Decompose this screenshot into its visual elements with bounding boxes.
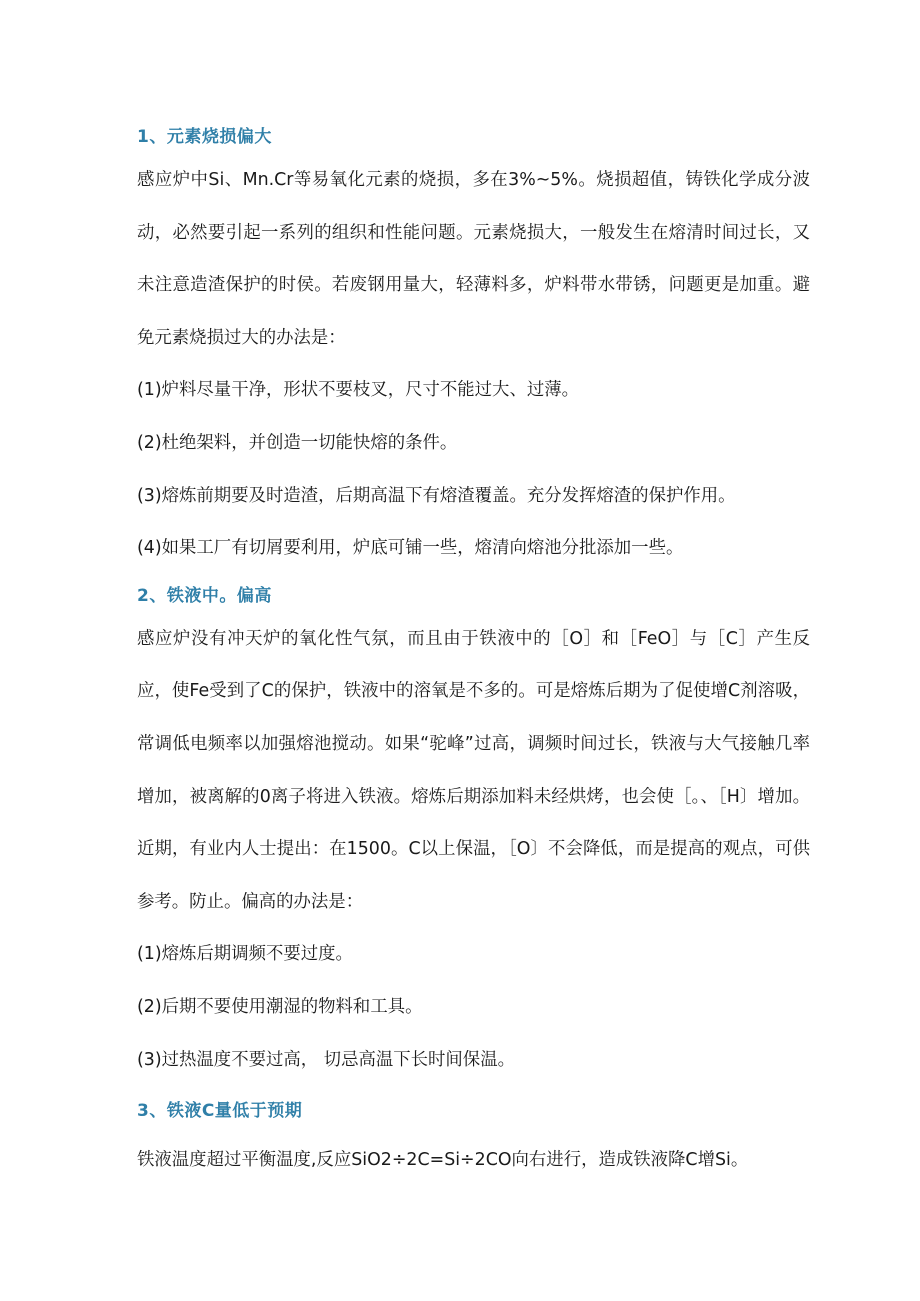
section-paragraph-2: 感应炉没有冲天炉的氧化性气氛，而且由于铁液中的［O］和［FeO］与［C］产生反应，使Fe受到了C的保护，铁液中的溶氧是不多的。可是熔炼后期为了促使增C剂溶吸，常调低电频率以加强熔池搅动。如果“驼峰”过高，调频时间过长，铁液与大气接触几率增加，被离解的0离子将进入铁液。熔炼后期添加料未经烘烤，也会使［。、［H〕增加。近期，有业内人士提出：在1500。C以上保温，［O〕不会降低，而是提高的观点，可供参考。防止。偏高的办法是：	[137, 628, 810, 912]
list-item: (1)炉料尽量干净，形状不要枝叉，尺寸不能过大、过薄。	[137, 380, 580, 401]
list-item: (1)熔炼后期调频不要过度。	[137, 944, 353, 965]
section-heading-3: 3、铁液C量低于预期	[137, 1101, 303, 1122]
section-heading-2: 2、铁液中。偏高	[137, 585, 272, 606]
list-item: (2)杜绝架料，并创造一切能快熔的条件。	[137, 432, 458, 453]
list-item: (2)后期不要使用潮湿的物料和工具。	[137, 996, 423, 1017]
section-paragraph-3: 铁液温度超过平衡温度,反应SiO2÷2C=Si÷2CO向右进行，造成铁液降C增Si。	[137, 1150, 749, 1171]
list-item: (3)熔炼前期要及时造渣，后期高温下有熔渣覆盖。充分发挥熔渣的保护作用。	[137, 485, 736, 506]
list-item: (4)如果工厂有切屑要利用，炉底可铺一些，熔清向熔池分批添加一些。	[137, 538, 684, 559]
list-item: (3)过热温度不要过高， 切忌高温下长时间保温。	[137, 1049, 515, 1070]
section-heading-1: 1、元素烧损偏大	[137, 127, 272, 147]
section-paragraph-1: 感应炉中Si、Mn.Cr等易氧化元素的烧损，多在3%~5%。烧损超值，铸铁化学成分波动，必然要引起一系列的组织和性能问题。元素烧损大，一般发生在熔清时间过长，又未注意造渣保护的时侯。若废钢用量大，轻薄料多，炉料带水带锈，问题更是加重。避免元素烧损过大的办法是：	[137, 170, 810, 348]
